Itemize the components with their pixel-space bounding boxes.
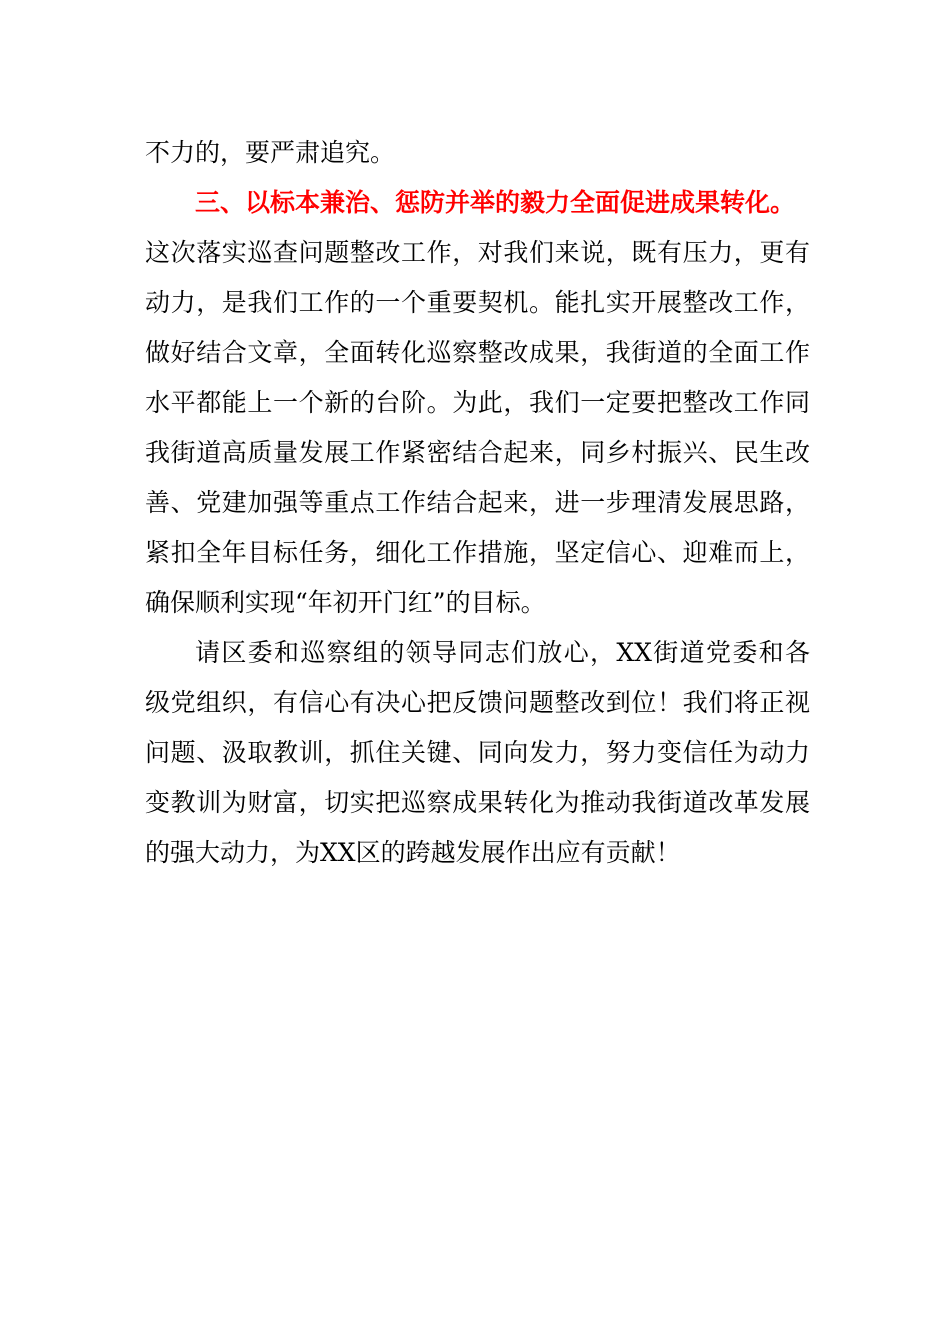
paragraph-3-line-3: 问题、汲取教训，抓住关键、同向发力，努力变信任为动力: [145, 738, 810, 767]
paragraph-2-line-7: 紧扣全年目标任务，细化工作措施，坚定信心、迎难而上，: [145, 538, 810, 567]
paragraph-2-line-4: 水平都能上一个新的台阶。为此，我们一定要把整改工作同: [145, 388, 810, 417]
paragraph-3-line-5: 的强大动力，为XX区的跨越发展作出应有贡献！: [145, 838, 681, 867]
paragraph-1-line-1: 不力的，要严肃追究。: [145, 138, 396, 167]
paragraph-3-line-4: 变教训为财富，切实把巡察成果转化为推动我街道改革发展: [145, 788, 810, 817]
paragraph-3-line-2: 级党组织，有信心有决心把反馈问题整改到位！我们将正视: [145, 688, 810, 717]
document-body: [145, 128, 810, 878]
section-heading: 三、以标本兼治、惩防并举的毅力全面促进成果转化。: [195, 188, 796, 217]
paragraph-2-line-3: 做好结合文章，全面转化巡察整改成果，我街道的全面工作: [145, 338, 810, 367]
paragraph-2-line-1: 这次落实巡查问题整改工作，对我们来说，既有压力，更有: [145, 238, 810, 267]
paragraph-2-line-8: 确保顺利实现“年初开门红”的目标。: [145, 588, 546, 617]
paragraph-2-line-2: 动力，是我们工作的一个重要契机。能扎实开展整改工作，: [145, 288, 810, 317]
paragraph-2-line-5: 我街道高质量发展工作紧密结合起来，同乡村振兴、民生改: [145, 438, 810, 467]
paragraph-3-line-1: 请区委和巡察组的领导同志们放心，XX街道党委和各: [195, 638, 810, 667]
paragraph-2-line-6: 善、党建加强等重点工作结合起来，进一步理清发展思路，: [145, 488, 810, 517]
